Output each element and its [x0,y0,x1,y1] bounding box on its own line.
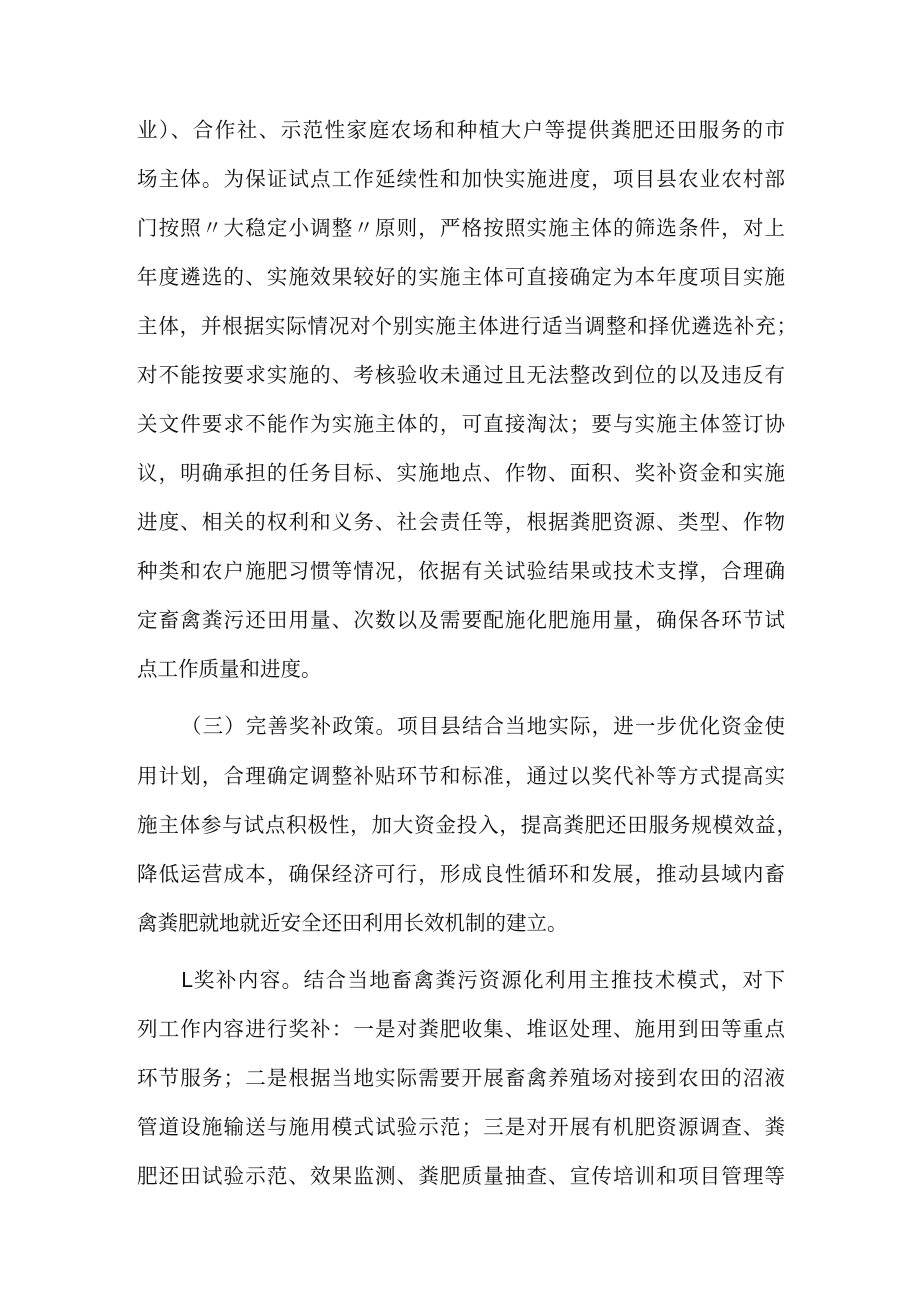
paragraph-1-line-4: 年度遴选的、实施效果较好的实施主体可直接确定为本年度项目实施 [137,265,785,289]
paragraph-1-line-3: 门按照〃大稳定小调整〃原则，严格按照实施主体的筛选条件，对上 [137,216,785,240]
paragraph-1-line-5: 主体，并根据实际情况对个别实施主体进行适当调整和择优遴选补充； [137,314,797,338]
paragraph-1-line-11: 定畜禽粪污还田用量、次数以及需要配施化肥施用量，确保各环节试 [137,608,785,632]
paragraph-1-line-10: 种类和农户施肥习惯等情况，依据有关试验结果或技术支撑，合理确 [137,559,785,583]
paragraph-1-line-12: 点工作质量和进度。 [137,657,322,681]
paragraph-1-line-7: 关文件要求不能作为实施主体的，可直接淘汰；要与实施主体签订协 [137,412,785,436]
paragraph-1-line-6: 对不能按要求实施的、考核验收未通过且无法整改到位的以及违反有 [137,363,785,387]
paragraph-2-line-4: 降低运营成本，确保经济可行，形成良性循环和发展，推动县域内畜 [137,862,785,886]
paragraph-3-line-5: 肥还田试验示范、效果监测、粪肥质量抽查、宣传培训和项目管理等 [137,1164,785,1188]
paragraph-2-line-5: 禽粪肥就地就近安全还田利用长效机制的建立。 [137,911,568,935]
paragraph-2-line-1: （三）完善奖补政策。项目县结合当地实际，进一步优化资金使 [181,714,785,738]
paragraph-1-line-1: 业）、合作社、示范性家庭农场和种植大户等提供粪肥还田服务的市 [137,118,785,142]
paragraph-1-line-9: 进度、相关的权利和义务、社会责任等，根据粪肥资源、类型、作物 [137,510,785,534]
paragraph-3-line-4: 管道设施输送与施用模式试验示范；三是对开展有机肥资源调查、粪 [137,1115,785,1139]
paragraph-3-line-3: 环节服务；二是根据当地实际需要开展畜禽养殖场对接到农田的沼液 [137,1066,785,1090]
paragraph-2-line-2: 用计划，合理确定调整补贴环节和标准，通过以奖代补等方式提高实 [137,764,785,788]
paragraph-2-line-3: 施主体参与试点积极性，加大资金投入，提高粪肥还田服务规模效益， [137,813,797,837]
paragraph-3-line-1: L奖补内容。结合当地畜禽粪污资源化利用主推技术模式，对下 [181,968,785,992]
paragraph-1-line-2: 场主体。为保证试点工作延续性和加快实施进度，项目县农业农村部 [137,167,785,191]
paragraph-1-line-8: 议，明确承担的任务目标、实施地点、作物、面积、奖补资金和实施 [137,461,785,485]
paragraph-3-line-2: 列工作内容进行奖补：一是对粪肥收集、堆讴处理、施用到田等重点 [137,1017,785,1041]
